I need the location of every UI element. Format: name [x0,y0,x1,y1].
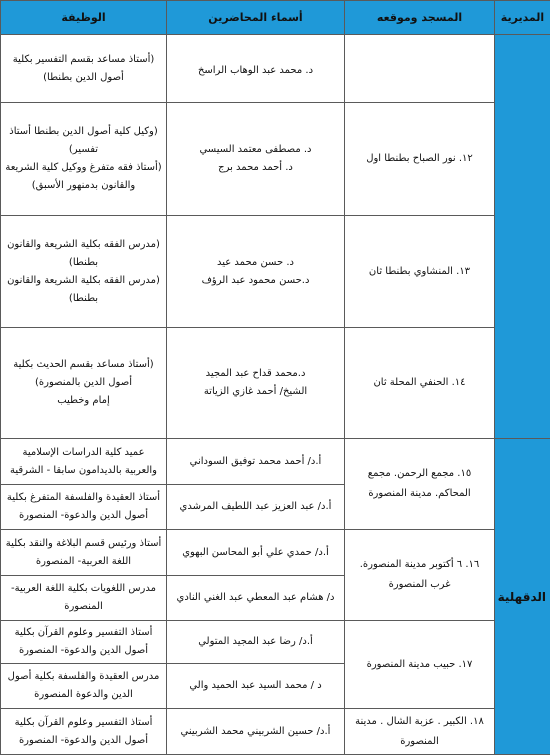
lecturers-cell [167,35,345,103]
job-title: (مدرس الفقه بكلية الشريعة والقانون بطنطا) [7,238,160,268]
lecturers-cell [167,576,345,621]
lecturer-name: أ.د/ عبد العزيز عبد اللطيف المرشدي [179,501,332,512]
mosque-cell: ١٤. الحنفي المحلة ثان [345,328,495,439]
lecturer-name: أ.د/ أحمد محمد توفيق السوداني [189,455,322,467]
lecturer-name: د.حسن محمود عبد الرؤف [201,274,310,286]
job-cell [1,709,167,755]
lecturer-name: أ.د/ حمدي علي أبو المحاسن البهوي [182,546,329,558]
table-row [1,709,550,755]
job-title: أستاذ العقيدة والفلسفة المتفرغ بكلية أصول الدين والدعوة- المنصورة [6,492,161,521]
table-row [1,35,550,103]
lecturers-cell [167,485,345,530]
mosque-cell: ١٢. نور الصباح بطنطا اول [345,103,495,216]
job-title: مدرس العقيدة والفلسفة بكلية أصول الدين والدعوة المنصورة [7,671,160,700]
lecturer-name: د. حسن محمد عيد [217,256,294,268]
lecturers-cell [167,328,345,439]
lecturer-name: د/ هشام عبد المعطي عبد الغني النادي [176,592,335,603]
lecturers-cell [167,530,345,576]
job-title: مدرس اللغويات بكلية اللغة العربية- المنصورة [11,583,156,612]
header-lecturers: أسماء المحاضرين [167,1,345,35]
job-cell [1,664,167,709]
table-row [1,439,550,485]
lecturers-cell [167,439,345,485]
table-row [1,621,550,664]
job-title: (مدرس الفقه بكلية الشريعة والقانون بطنطا) [7,274,160,304]
job-cell [1,530,167,576]
job-cell [1,216,167,328]
job-cell [1,485,167,530]
job-title: أستاذ التفسير وعلوم القرآن بكلية أصول الدين والدعوة- المنصورة [14,716,153,746]
lecturer-name: أ.د/ حسين الشربيني محمد الشربيني [180,725,331,737]
lecturers-cell [167,216,345,328]
mosque-cell: ١٧. حبيب مدينة المنصورة [345,621,495,709]
mosque-cell: ١٣. المنشاوي بطنطا ثان [345,216,495,328]
lecturer-name: أ.د/ رضا عبد المجيد المتولي [198,636,313,647]
lecturer-name: د. مصطفى معتمد السيسي [199,144,312,155]
lecturer-name: د. محمد عبد الوهاب الراسخ [197,64,314,76]
directorate-cell-top [495,35,550,439]
job-cell [1,621,167,664]
header-row [1,1,550,35]
job-cell [1,576,167,621]
job-title: (وكيل كلية أصول الدين بطنطا أستاذ تفسير) [9,126,158,155]
job-cell [1,35,167,103]
job-title: إمام وخطيب [57,395,110,406]
mosque-cell: ١٥. مجمع الرحمن. مجمع المحاكم. مدينة المنصورة [345,439,495,530]
lecturers-cell [167,621,345,664]
mosque-cell [345,35,495,103]
job-cell [1,439,167,485]
job-title: أستاذ التفسير وعلوم القرآن بكلية أصول الدين والدعوة- المنصورة [14,627,153,656]
job-title: (أستاذ مساعد بقسم التفسير بكلية أصول الدين بطنطا) [12,53,155,83]
job-title: (أستاذ فقه متفرغ ووكيل كلية الشريعة والقانون بدمنهور الأسبق) [5,162,162,191]
directorate-cell: الدقهلية [495,439,550,755]
header-mosque: المسجد وموقعه [345,1,495,35]
job-cell [1,328,167,439]
header-job: الوظيفة [1,1,167,35]
table-row [1,530,550,576]
lecturer-name: د.محمد قداح عبد المجيد [205,368,306,379]
lecturer-name: د / محمد السيد عبد الحميد والي [189,680,322,691]
table-row [1,328,550,439]
mosque-cell: ١٦. ٦ أكتوبر مدينة المنصورة. غرب المنصورة [345,530,495,621]
table-row [1,216,550,328]
header-directorate: المديرية [495,1,550,35]
lecturers-cell [167,664,345,709]
job-title: عميد كلية الدراسات الإسلامية والعربية بالديدامون سابقا - الشرقية [9,446,158,476]
mosque-cell: ١٨. الكبير . عزبة الشال . مدينة المنصورة [345,709,495,755]
job-cell [1,103,167,216]
lecturers-cell [167,709,345,755]
lecturer-name: الشيخ/ أحمد غازي الزياتة [203,386,308,397]
lecturer-name: د. أحمد محمد برج [218,162,293,173]
job-title: أستاذ ورئيس قسم البلاغة والنقد بكلية اللغة العربية- المنصورة [5,537,162,567]
lecturers-cell [167,103,345,216]
table-row [1,103,550,216]
job-title: (أستاذ مساعد بقسم الحديث بكلية أصول الدين بالمنصورة) [13,359,154,388]
